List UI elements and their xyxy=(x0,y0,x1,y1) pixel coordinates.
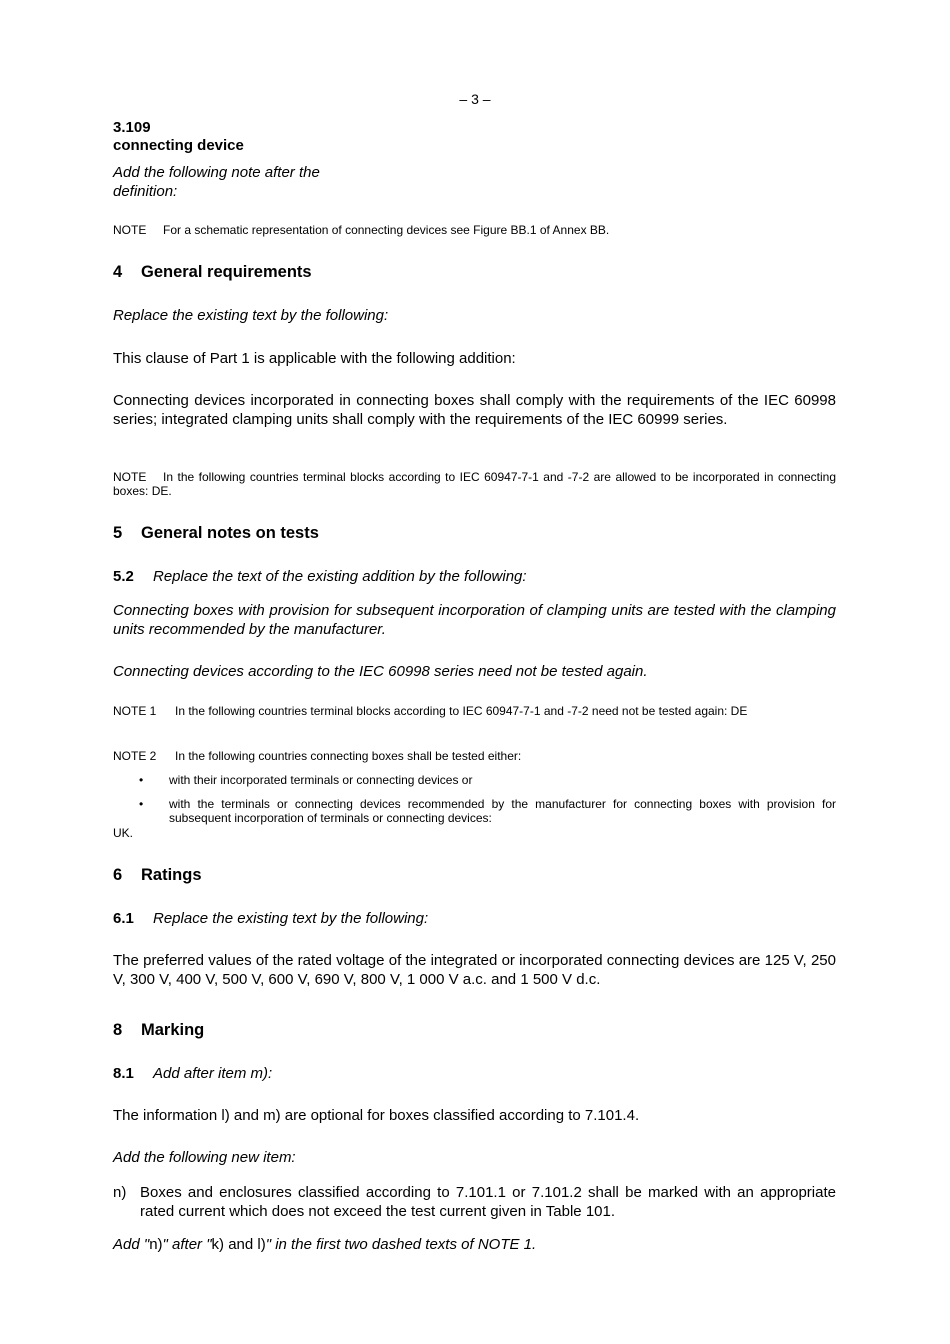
subclause-instruction: Replace the text of the existing addition by the following: xyxy=(153,568,527,585)
list-item-n xyxy=(113,1183,836,1221)
subclause-instruction: Replace the existing text by the following: xyxy=(153,910,429,927)
instruction-text: " after " xyxy=(162,1236,212,1253)
instruction-3-109: Add the following note after the definition: xyxy=(113,164,320,200)
note-1 xyxy=(113,704,836,718)
note-label: NOTE xyxy=(113,223,147,237)
subclause-8-1 xyxy=(113,1064,836,1083)
subclause-number: 8.1 xyxy=(113,1065,134,1082)
note-text: In the following countries connecting boxes shall be tested either: xyxy=(175,749,522,763)
subclause-number: 6.1 xyxy=(113,910,134,927)
section-number: 6 xyxy=(113,866,123,884)
note-text: In the following countries terminal blocks according to IEC 60947-7-1 and -7-2 are allowed to be incorporated in connecting boxes: DE. xyxy=(113,470,836,498)
section-title: Ratings xyxy=(141,866,202,884)
section-heading-4 xyxy=(113,262,836,282)
note-text: For a schematic representation of connecting devices see Figure BB.1 of Annex BB. xyxy=(163,223,610,237)
clause-number-3-109: 3.109 xyxy=(113,119,151,136)
section-number: 4 xyxy=(113,263,123,281)
paragraph: The preferred values of the rated voltage of the integrated or incorporated connecting devices are 125 V, 250 V, 300 V, 400 V, 500 V, 600 V, 690 V, 800 V, 1 000 V a.c. and 1 500 V d.c. xyxy=(113,952,836,988)
section-heading-6 xyxy=(113,865,836,885)
subclause-instruction: Add after item m): xyxy=(153,1065,273,1082)
term-title: connecting device xyxy=(113,137,244,154)
note-label: NOTE 2 xyxy=(113,749,157,763)
instruction-4: Replace the existing text by the following: xyxy=(113,307,389,324)
item-text: Boxes and enclosures classified according to 7.101.1 or 7.101.2 shall be marked with an appropriate rated current which does not exceed the test current given in Table 101. xyxy=(140,1184,836,1220)
paragraph: This clause of Part 1 is applicable with the following addition: xyxy=(113,350,516,367)
page-number: – 3 – xyxy=(459,91,491,107)
instruction-text: " in the first two dashed texts of NOTE 1. xyxy=(265,1236,537,1253)
subclause-6-1 xyxy=(113,909,836,928)
bullet-icon: • xyxy=(139,773,144,787)
note-label: NOTE xyxy=(113,470,147,484)
note-label: NOTE 1 xyxy=(113,704,157,718)
note-4 xyxy=(113,470,836,498)
section-title: General notes on tests xyxy=(141,524,319,542)
section-heading-8 xyxy=(113,1020,836,1040)
list-item xyxy=(113,797,836,827)
note-2-end: UK. xyxy=(113,826,134,840)
paragraph: Connecting devices incorporated in connecting boxes shall comply with the requirements of the IEC 60998 series; integrated clamping units shall comply with the requirements of the IEC 60999 series. xyxy=(113,392,836,428)
paragraph: Connecting devices according to the IEC 60998 series need not be tested again. xyxy=(113,663,648,680)
item-label: n) xyxy=(113,1184,127,1201)
bullet-icon: • xyxy=(139,797,144,811)
note-2 xyxy=(113,749,836,763)
instruction-reference: n) xyxy=(149,1236,163,1253)
list-item-text: with their incorporated terminals or connecting devices or xyxy=(169,773,473,787)
subclause-number: 5.2 xyxy=(113,568,134,585)
paragraph: The information l) and m) are optional for boxes classified according to 7.101.4. xyxy=(113,1107,640,1124)
section-title: Marking xyxy=(141,1021,205,1039)
section-heading-5 xyxy=(113,523,836,543)
instruction-8: Add the following new item: xyxy=(113,1149,296,1166)
section-number: 8 xyxy=(113,1021,123,1039)
final-instruction xyxy=(113,1235,836,1254)
list-item-text: with the terminals or connecting devices recommended by the manufacturer for connecting boxes with provision for subsequent incorporation of terminals or connecting devices: xyxy=(169,797,836,825)
section-title: General requirements xyxy=(141,263,312,281)
note-3-109 xyxy=(113,223,836,237)
section-number: 5 xyxy=(113,524,123,542)
instruction-reference: k) and l) xyxy=(211,1236,266,1253)
list-item xyxy=(113,773,836,789)
subclause-5-2 xyxy=(113,567,836,586)
instruction-text: Add " xyxy=(113,1236,150,1253)
note-text: In the following countries terminal blocks according to IEC 60947-7-1 and -7-2 need not be tested again: DE xyxy=(175,704,748,718)
paragraph: Connecting boxes with provision for subsequent incorporation of clamping units are tested with the clamping units recommended by the manufacturer. xyxy=(113,602,836,638)
